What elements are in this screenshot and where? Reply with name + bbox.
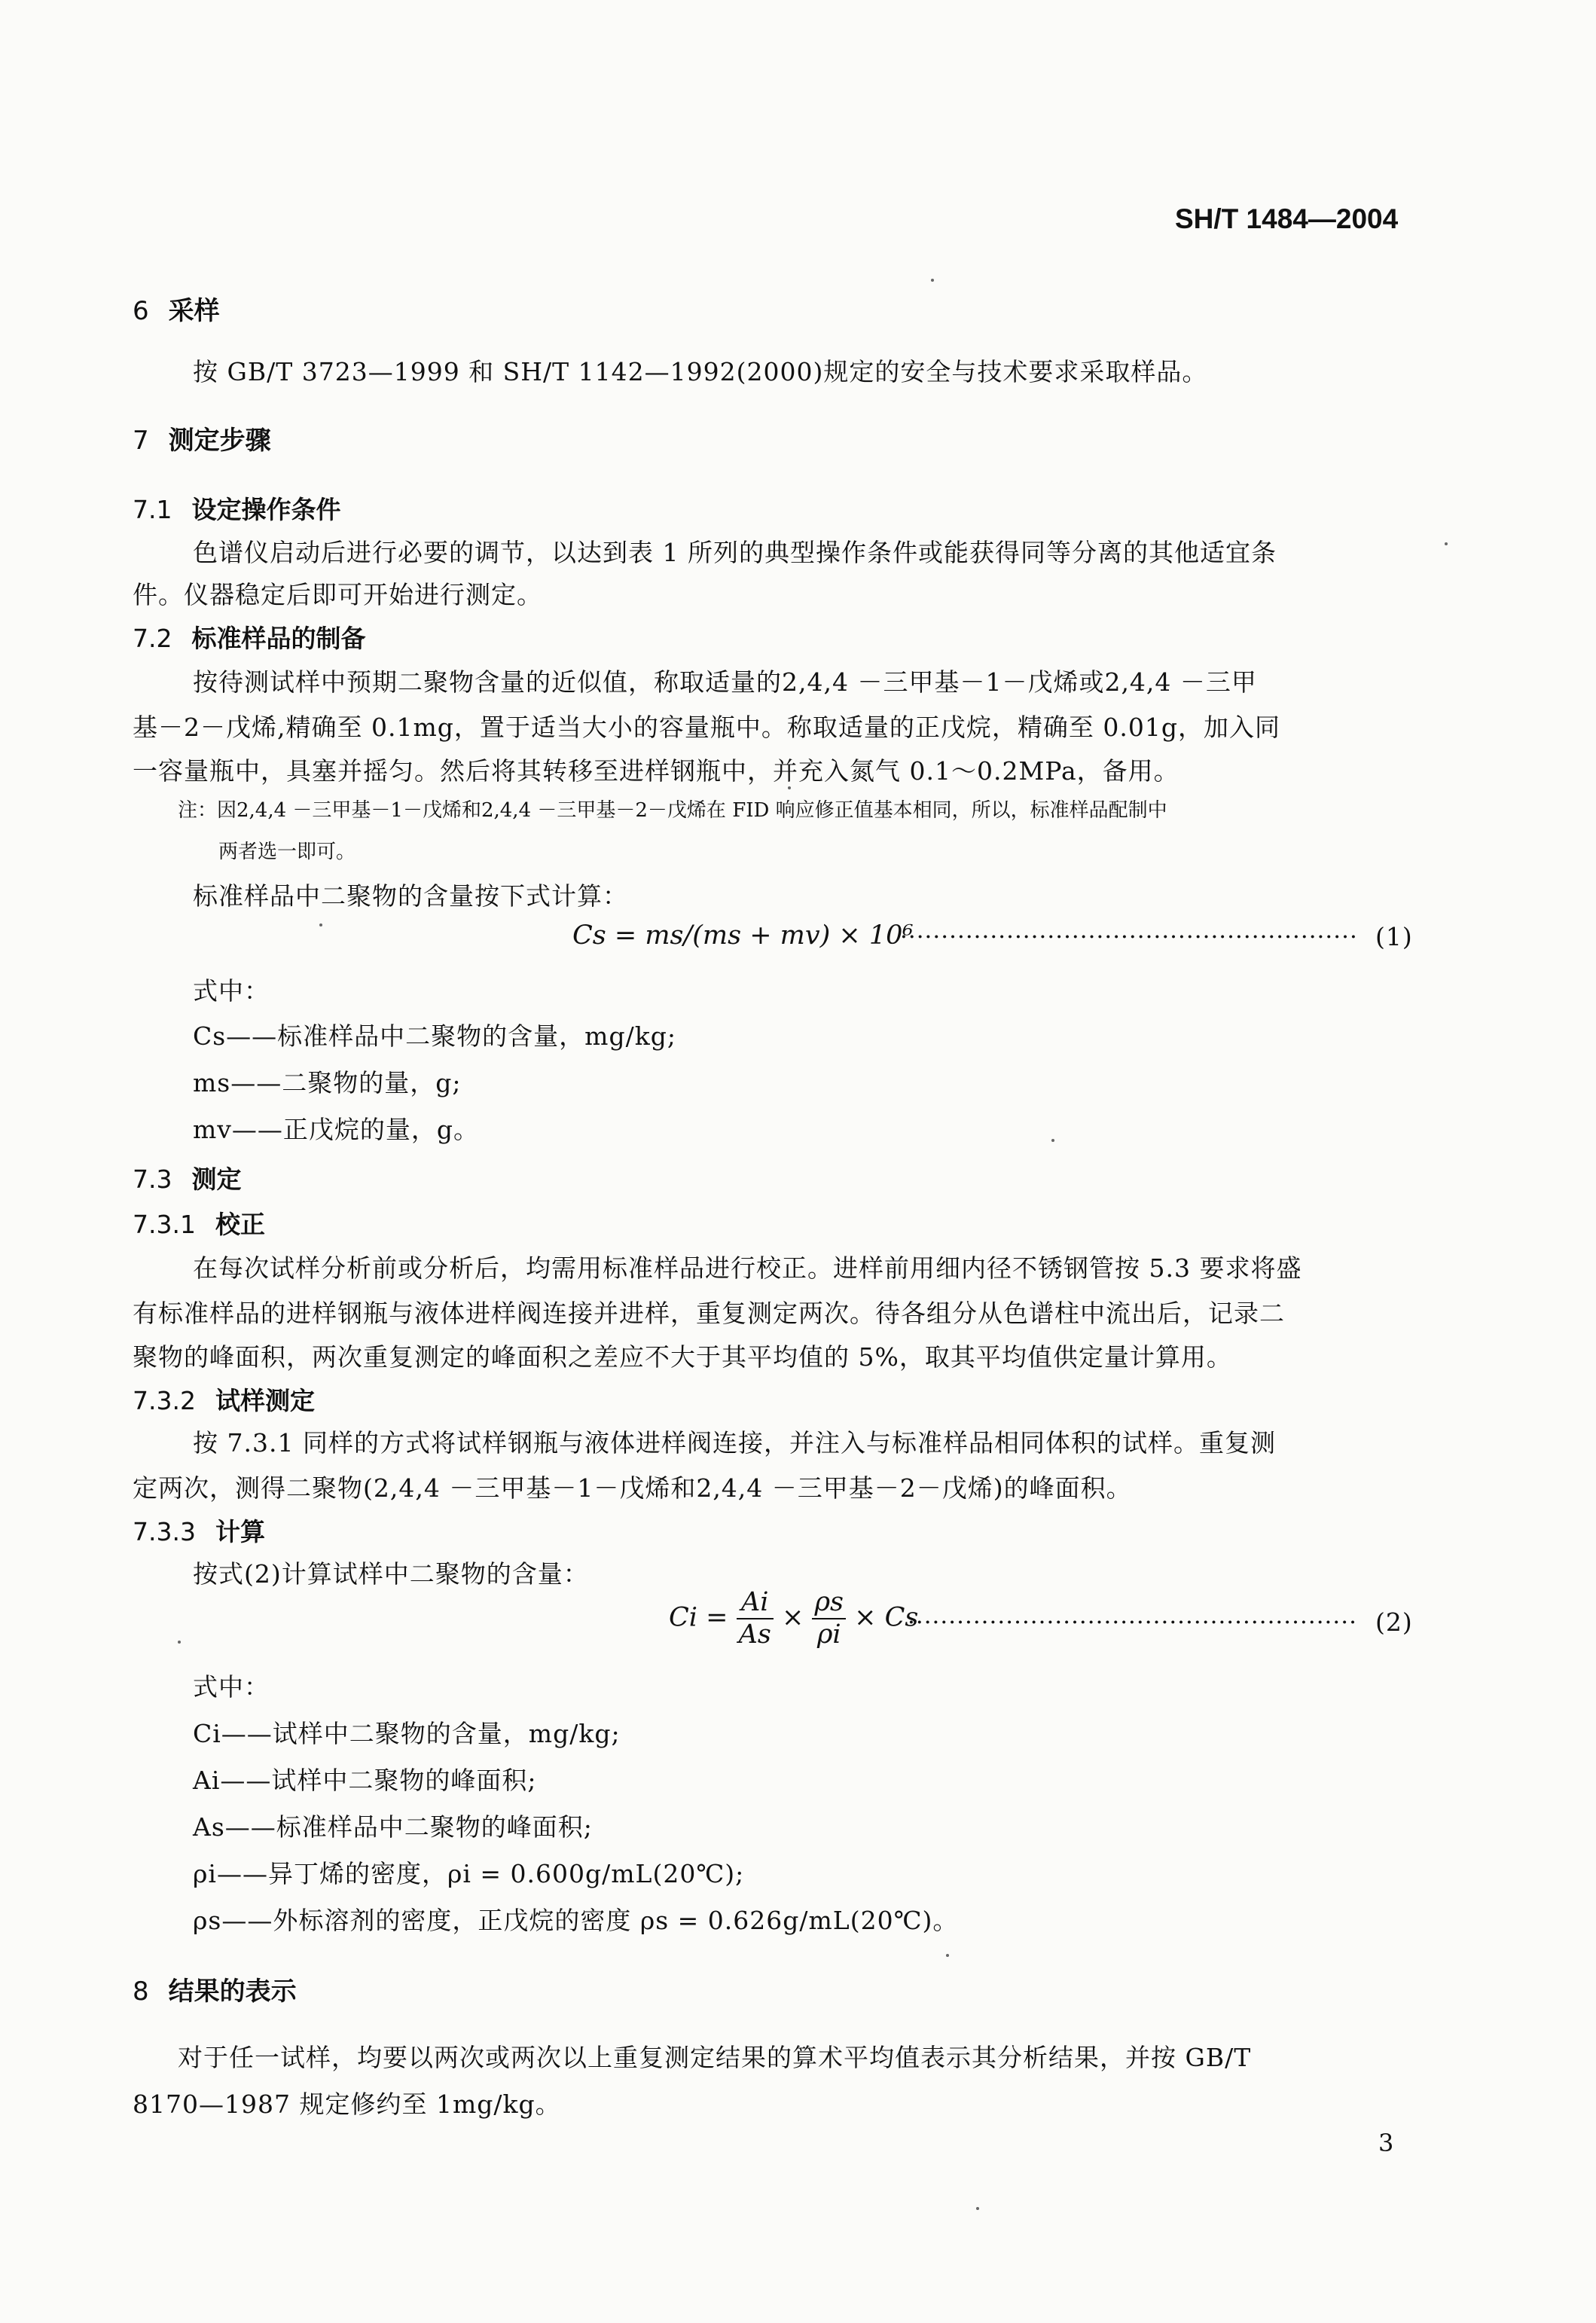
section-number: 7.2 [133,624,172,653]
scan-speck [931,279,934,282]
formula-2-intro: 按式(2)计算试样中二聚物的含量： [193,1559,589,1589]
fraction-numerator: Ai [737,1589,774,1619]
section-number: 7.3.3 [133,1517,196,1546]
section-title: 校正 [215,1210,265,1239]
formula-1-intro: 标准样品中二聚物的含量按下式计算： [193,881,628,911]
section-title: 标准样品的制备 [191,624,366,653]
where-label-1: 式中： [193,976,270,1006]
section-7-3-3-heading [133,1513,265,1548]
section-7-3-1-heading [133,1205,265,1241]
section-7-2-line-3: 一容量瓶中，具塞并摇匀。然后将其转移至进样钢瓶中，并充入氮气 0.1～0.2MPa，备用。 [133,756,1179,786]
section-7-1-line-1: 色谱仪启动后进行必要的调节，以达到表 1 所列的典型操作条件或能获得同等分离的其他适宜条 [193,538,1277,567]
section-title: 测定步骤 [168,426,271,456]
section-number: 7.3.1 [133,1210,196,1239]
section-7-3-heading [133,1160,241,1195]
section-7-1-heading [133,490,340,526]
note-line-2: 两者选一即可。 [218,841,356,863]
section-7-heading [133,420,271,456]
scan-speck [976,2207,979,2210]
section-title: 试样测定 [215,1386,315,1415]
formula-1: Cs = ms/(ms + mv) × 10⁶ [572,920,914,951]
section-7-2-line-2: 基－2－戊烯,精确至 0.1mg，置于适当大小的容量瓶中。称取适量的正戊烷，精确至 0.01g，加入同 [133,713,1280,742]
scan-speck [1051,1139,1054,1142]
definition-ci: Ci——试样中二聚物的含量，mg/kg; [193,1719,621,1748]
formula-1-leader: ························································ [900,923,1358,951]
fraction-numerator: ρs [812,1589,846,1619]
formula-2 [669,1589,918,1648]
section-title: 结果的表示 [168,1977,297,2007]
scan-speck [1445,542,1448,545]
section-number: 7.1 [133,495,172,524]
section-7-3-2-line-2: 定两次，测得二聚物(2,4,4 －三甲基－1－戊烯和2,4,4 －三甲基－2－戊烯)的峰面积。 [133,1473,1132,1503]
formula-2-leader: ······················································· [908,1609,1357,1636]
section-7-3-1-line-2: 有标准样品的进样钢瓶与液体进样阀连接并进样，重复测定两次。待各组分从色谱柱中流出后，记录二 [133,1299,1285,1328]
section-7-3-1-line-1: 在每次试样分析前或分析后，均需用标准样品进行校正。进样前用细内径不锈钢管按 5.3 要求将盛 [193,1253,1302,1283]
definition-ms: ms——二聚物的量，g; [193,1068,462,1097]
fraction-denominator: ρi [816,1619,841,1650]
fraction-denominator: As [738,1619,771,1650]
times-sign: × [781,1602,804,1633]
section-8-line-1: 对于任一试样，均要以两次或两次以上重复测定结果的算术平均值表示其分析结果，并按 GB/T [178,2043,1252,2072]
scan-speck [946,1954,949,1957]
formula-2-tail: × Cs [854,1602,919,1633]
formula-2-number: (2) [1375,1607,1413,1637]
section-number: 6 [133,296,149,326]
section-6-paragraph: 按 GB/T 3723—1999 和 SH/T 1142—1992(2000)规定的安全与技术要求采取样品。 [193,357,1208,386]
section-6-heading [133,290,220,327]
section-number: 7.3.2 [133,1386,196,1415]
note-line-1: 注：因2,4,4 －三甲基－1－戊烯和2,4,4 －三甲基－2－戊烯在 FID 响应修正值基本相同，所以，标准样品配制中 [178,799,1167,822]
section-7-3-2-line-1: 按 7.3.1 同样的方式将试样钢瓶与液体进样阀连接，并注入与标准样品相同体积的试样。重复测 [193,1428,1276,1458]
section-7-2-heading [133,619,365,655]
definition-mv: mv——正戊烷的量，g。 [193,1115,480,1144]
definition-rho-s: ρs——外标溶剂的密度，正戊烷的密度 ρs = 0.626g/mL(20℃)。 [193,1906,959,1935]
section-8-line-2: 8170—1987 规定修约至 1mg/kg。 [133,2089,561,2119]
where-label-2: 式中： [193,1672,270,1702]
scan-speck [788,786,791,789]
section-title: 采样 [168,296,220,326]
section-number: 7 [133,426,149,456]
fraction-area [737,1589,774,1648]
section-7-3-2-heading [133,1381,315,1417]
definition-ai: Ai——试样中二聚物的峰面积; [193,1766,537,1795]
formula-1-number: (1) [1375,922,1413,951]
section-title: 设定操作条件 [191,495,341,524]
standard-code: SH/T 1484—2004 [1175,203,1399,234]
section-number: 8 [133,1977,149,2007]
section-title: 计算 [215,1517,265,1546]
scan-speck [178,1641,181,1644]
section-7-3-1-line-3: 聚物的峰面积，两次重复测定的峰面积之差应不大于其平均值的 5%，取其平均值供定量计算用。 [133,1342,1232,1372]
section-title: 测定 [191,1165,242,1194]
section-7-2-line-1: 按待测试样中预期二聚物含量的近似值，称取适量的2,4,4 －三甲基－1－戊烯或2,4,4 －三甲 [193,667,1257,697]
section-number: 7.3 [133,1165,172,1194]
definition-rho-i: ρi——异丁烯的密度，ρi = 0.600g/mL(20℃); [193,1859,745,1888]
scan-speck [319,923,322,926]
definition-as: As——标准样品中二聚物的峰面积; [193,1812,593,1842]
fraction-density [812,1589,846,1648]
page-number: 3 [1378,2129,1394,2157]
formula-2-lhs: Ci = [669,1602,728,1633]
section-8-heading [133,1970,297,2007]
section-7-1-line-2: 件。仪器稳定后即可开始进行测定。 [133,580,542,609]
definition-cs: Cs——标准样品中二聚物的含量，mg/kg; [193,1021,676,1051]
